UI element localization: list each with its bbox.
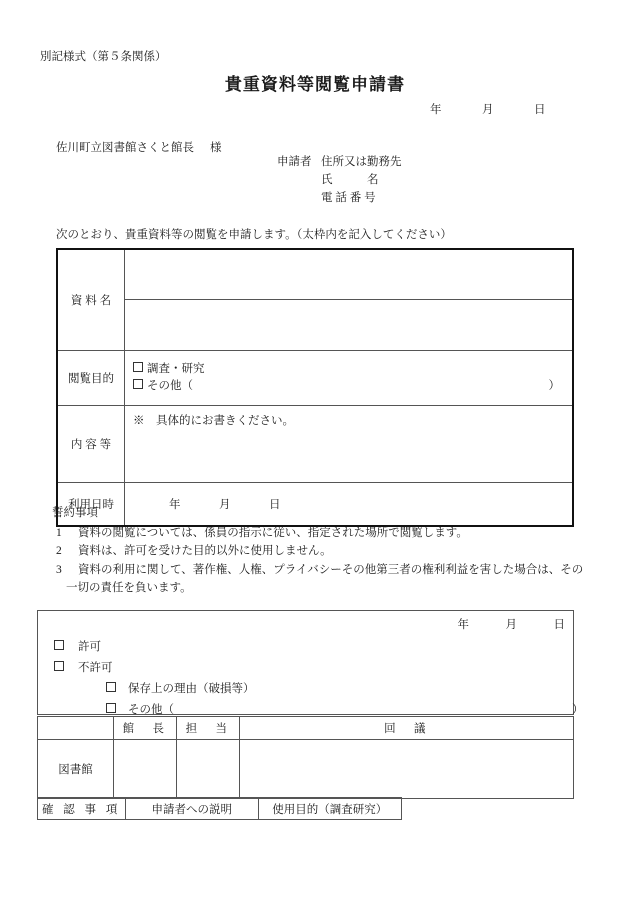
pledge-item-1 <box>52 524 592 543</box>
permission-option-approve[interactable] <box>54 637 255 658</box>
applicant-row-name <box>277 171 402 189</box>
checkbox-icon[interactable] <box>106 703 116 713</box>
permission-reason-label-preservation: 保存上の理由（破損等） <box>128 683 255 695</box>
applicant-field-phone: 電 話 番 号 <box>321 192 376 204</box>
applicant-field-address: 住所又は勤務先 <box>321 156 402 168</box>
pledge-section <box>52 504 592 598</box>
pledge-item-number: 2 <box>56 545 62 557</box>
permission-date-year: 年 <box>457 619 469 631</box>
confirmation-explanation: 申請者への説明 <box>125 798 258 820</box>
applicant-label: 申請者 <box>277 156 312 168</box>
content-note: ※ 具体的にお書きください。 <box>133 415 294 427</box>
addressee-name: 佐川町立図書館さくと館長 <box>56 142 194 154</box>
permission-date-day: 日 <box>553 619 565 631</box>
permission-reason-preservation[interactable] <box>106 679 255 700</box>
pledge-item-number: 1 <box>56 526 62 539</box>
pledge-item-text: 資料は、許可を受けた目的以外に使用しません。 <box>78 545 332 557</box>
checkbox-icon[interactable] <box>106 682 116 692</box>
material-input-line-2[interactable] <box>125 300 572 349</box>
applicant-row-address <box>277 153 402 171</box>
pledge-item-text: 資料の閲覧については、係員の指示に従い、指定された場所で閲覧します。 <box>78 526 468 539</box>
table-row-material <box>57 249 573 351</box>
page-title: 貴重資料等閲覧申請書 <box>224 75 406 94</box>
library-name-cell: 図書館 <box>38 740 114 799</box>
confirmation-purpose: 使用目的（調査研究） <box>258 798 401 820</box>
cell-director-stamp[interactable] <box>114 740 177 799</box>
cell-circulation[interactable] <box>240 740 574 799</box>
use-date-day: 日 <box>269 499 281 511</box>
purpose-option-label-research: 調査・研究 <box>147 363 205 375</box>
permission-other-paren-close: ） <box>572 704 584 716</box>
pledge-item-2 <box>52 542 592 561</box>
table-row-content <box>57 406 573 483</box>
permission-box <box>37 610 584 716</box>
row-value-content[interactable] <box>125 406 574 483</box>
form-code: 別記様式（第５条関係） <box>40 51 167 63</box>
permission-options <box>54 637 584 721</box>
permission-date-line <box>458 616 566 632</box>
purpose-option-research[interactable] <box>133 361 564 378</box>
pledge-item-3 <box>52 561 592 598</box>
table-row-library-headers <box>38 717 574 740</box>
header-date-month: 月 <box>482 104 494 116</box>
checkbox-icon[interactable] <box>133 362 143 372</box>
row-label-material: 資 料 名 <box>57 249 125 351</box>
pledge-item-number: 3 <box>56 563 62 576</box>
material-input-line-1[interactable] <box>125 250 572 300</box>
library-name-spacer <box>38 717 114 740</box>
pledge-title: 誓約事項 <box>52 507 98 519</box>
purpose-option-label-other: その他（ <box>147 380 193 392</box>
checkbox-icon[interactable] <box>133 379 143 389</box>
row-value-material[interactable] <box>125 249 574 351</box>
permission-option-label-deny: 不許可 <box>78 662 113 674</box>
row-label-purpose: 閲覧目的 <box>57 351 125 406</box>
addressee-honorific: 様 <box>210 142 222 154</box>
pledge-item-text-cont: 一切の責任を負います。 <box>66 582 192 594</box>
row-label-content: 内 容 等 <box>57 406 125 483</box>
purpose-other-paren-close: ） <box>548 380 560 392</box>
permission-option-label-approve: 許可 <box>78 641 101 653</box>
checkbox-icon[interactable] <box>54 640 64 650</box>
table-row-purpose <box>57 351 573 406</box>
table-row-confirmation <box>38 798 402 820</box>
confirmation-table <box>37 797 402 820</box>
table-row-library-body <box>38 740 574 799</box>
permission-reason-label-other: その他（ <box>128 704 174 716</box>
row-value-purpose <box>125 351 574 406</box>
header-date-year: 年 <box>430 104 442 116</box>
addressee <box>56 139 222 155</box>
column-header-circulation: 回 議 <box>240 717 574 740</box>
permission-option-deny[interactable] <box>54 658 255 679</box>
applicant-block <box>277 153 402 207</box>
material-input-area[interactable] <box>125 250 572 349</box>
permission-date-month: 月 <box>505 619 517 631</box>
applicant-field-name: 氏 名 <box>321 174 379 186</box>
purpose-option-other[interactable] <box>133 378 564 395</box>
header-date-line <box>430 101 546 117</box>
use-date-month: 月 <box>219 499 231 511</box>
cell-staff-stamp[interactable] <box>177 740 240 799</box>
library-approval-table <box>37 716 574 799</box>
pledge-item-text: 資料の利用に関して、著作権、人権、プライバシーその他第三者の権利利益を害した場合は、その <box>78 563 584 576</box>
column-header-director: 館 長 <box>114 717 177 740</box>
confirmation-label: 確 認 事 項 <box>38 798 126 820</box>
column-header-staff: 担 当 <box>177 717 240 740</box>
row-label-datetime: 利用日時 <box>57 483 125 527</box>
use-date-year: 年 <box>169 499 181 511</box>
checkbox-icon[interactable] <box>54 661 64 671</box>
applicant-row-phone <box>277 189 402 207</box>
header-date-day: 日 <box>534 104 546 116</box>
main-application-table <box>56 248 574 527</box>
intro-sentence: 次のとおり、貴重資料等の閲覧を申請します。（太枠内を記入してください） <box>56 229 452 241</box>
